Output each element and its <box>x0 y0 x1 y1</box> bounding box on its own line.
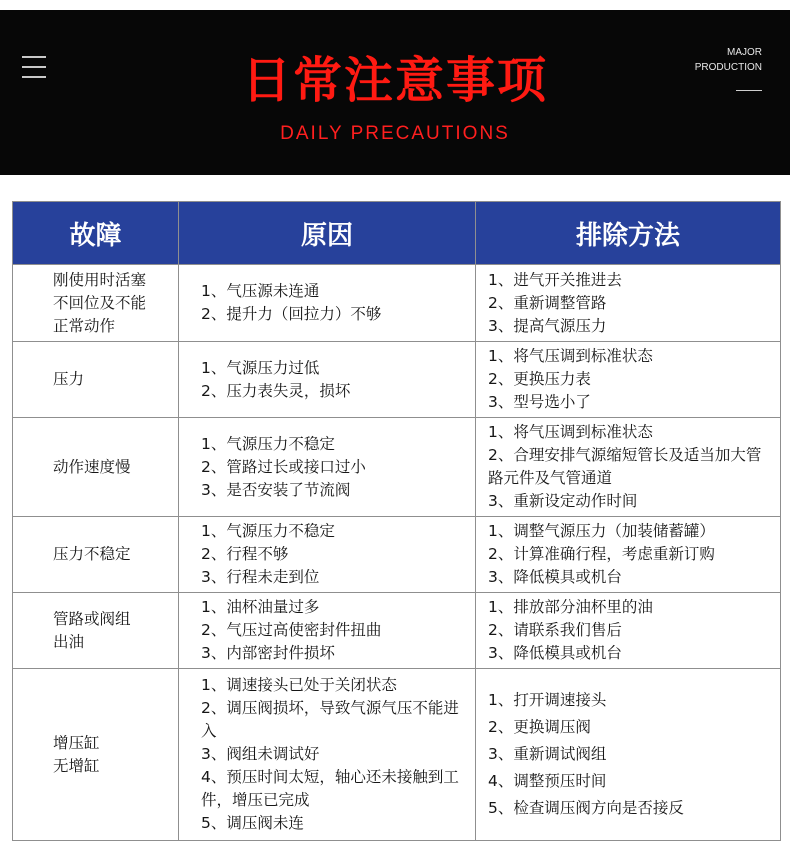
fault-text: 压力不稳定 <box>53 545 131 563</box>
fault-cell <box>13 517 179 593</box>
fix-text: 2、计算准确行程，考虑重新订购 <box>488 545 715 563</box>
cause-text: 1、气压源未连通 <box>201 282 320 300</box>
fix-text: 2、更换压力表 <box>488 370 591 388</box>
header-fault: 故障 <box>13 202 179 265</box>
fault-text: 正常动作 <box>53 316 116 335</box>
cause-text: 1、气源压力过低 <box>201 358 320 377</box>
fix-text: 1、打开调速接头 <box>488 691 607 709</box>
fault-text: 增压缸 <box>53 733 100 752</box>
fix-text: 3、重新设定动作时间 <box>488 492 638 510</box>
cause-text: 1、调速接头已处于关闭状态 <box>201 676 397 694</box>
fault-cell <box>13 669 179 841</box>
cause-text: 3、内部密封件损坏 <box>201 644 335 662</box>
fault-cell <box>13 593 179 669</box>
precautions-table <box>12 201 781 841</box>
table-row <box>13 593 781 669</box>
fix-text: 2、更换调压阀 <box>488 718 591 736</box>
cause-cell <box>179 342 476 418</box>
cause-text: 2、管路过长或接口过小 <box>201 457 366 476</box>
header-cause: 原因 <box>179 202 476 265</box>
cause-text: 5、调压阀未连 <box>201 814 304 832</box>
fix-text: 1、排放部分油杯里的油 <box>488 598 653 616</box>
cause-cell <box>179 669 476 841</box>
cause-text: 2、气压过高使密封件扭曲 <box>201 621 382 639</box>
fix-text: 5、检查调压阀方向是否接反 <box>488 799 684 817</box>
cause-cell <box>179 517 476 593</box>
table-header-row <box>13 202 781 265</box>
cause-text: 2、提升力（回拉力）不够 <box>201 305 382 323</box>
fix-text: 3、重新调试阀组 <box>488 745 607 763</box>
cause-text: 3、是否安装了节流阀 <box>201 480 351 499</box>
cause-cell <box>179 418 476 517</box>
table-row <box>13 517 781 593</box>
fix-text: 1、将气压调到标准状态 <box>488 347 653 365</box>
table-row <box>13 418 781 517</box>
fault-text: 动作速度慢 <box>53 457 131 476</box>
fault-text: 出油 <box>53 632 85 651</box>
page-subtitle: DAILY PRECAUTIONS <box>280 123 510 144</box>
fix-text: 1、进气开关推进去 <box>488 270 622 289</box>
fix-text: 3、降低模具或机台 <box>488 644 622 662</box>
cause-text: 1、气源压力不稳定 <box>201 434 335 453</box>
fault-text: 管路或阀组 <box>53 609 131 628</box>
fault-cell <box>13 418 179 517</box>
cause-text: 4、预压时间太短，轴心还未接触到工件，增压已完成 <box>201 768 459 809</box>
fix-text: 2、请联系我们售后 <box>488 621 622 639</box>
header-fix: 排除方法 <box>476 202 781 265</box>
cause-cell <box>179 593 476 669</box>
brand-line-2: PRODUCTION <box>694 62 762 73</box>
cause-text: 2、压力表失灵，损坏 <box>201 381 351 400</box>
table-row <box>13 342 781 418</box>
brand-line-1: MAJOR <box>727 47 762 58</box>
fix-text: 1、将气压调到标准状态 <box>488 423 653 441</box>
fix-cell <box>476 342 781 418</box>
cause-text: 2、调压阀损坏，导致气源气压不能进入 <box>201 699 459 740</box>
fix-cell <box>476 517 781 593</box>
page-title: 日常注意事项 <box>241 52 548 109</box>
fault-text: 刚使用时活塞 <box>53 270 147 289</box>
fix-cell <box>476 669 781 841</box>
fault-text: 压力 <box>53 370 85 388</box>
cause-text: 1、油杯油量过多 <box>201 598 320 616</box>
fix-cell <box>476 265 781 342</box>
fix-text: 2、重新调整管路 <box>488 293 607 312</box>
fix-text: 3、降低模具或机台 <box>488 568 622 586</box>
fault-cell <box>13 342 179 418</box>
table-row <box>13 669 781 841</box>
fix-text: 2、合理安排气源缩短管长及适当加大管路元件及气管通道 <box>488 446 762 487</box>
fault-cell <box>13 265 179 342</box>
table-row <box>13 265 781 342</box>
cause-text: 1、气源压力不稳定 <box>201 522 335 540</box>
fix-cell <box>476 593 781 669</box>
fix-text: 3、提高气源压力 <box>488 316 607 335</box>
cause-cell <box>179 265 476 342</box>
fix-text: 1、调整气源压力（加装储蓄罐） <box>488 522 715 540</box>
cause-text: 3、阀组未调试好 <box>201 745 320 763</box>
fault-text: 无增缸 <box>53 756 100 775</box>
cause-text: 3、行程未走到位 <box>201 568 320 586</box>
cause-text: 2、行程不够 <box>201 545 289 563</box>
fix-cell <box>476 418 781 517</box>
fault-text: 不回位及不能 <box>53 293 147 312</box>
fix-text: 4、调整预压时间 <box>488 772 607 790</box>
fix-text: 3、型号选小了 <box>488 393 591 411</box>
